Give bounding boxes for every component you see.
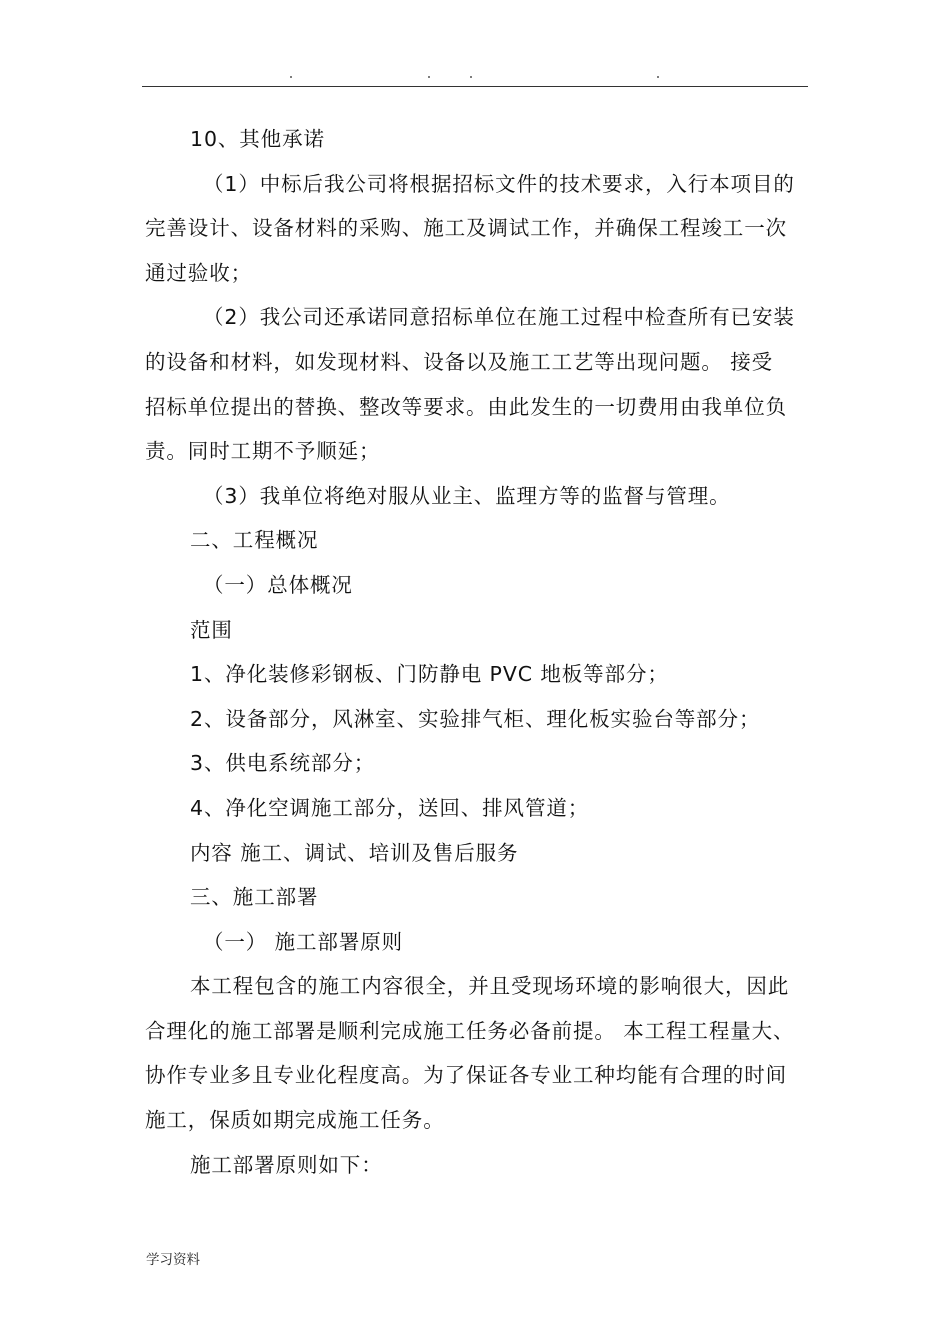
header-dot (657, 76, 659, 78)
paragraph-line: 的设备和材料，如发现材料、设备以及施工工艺等出现问题。 接受 (145, 349, 774, 374)
paragraph-line: 责。同时工期不予顺延； (145, 439, 381, 464)
list-item: 1、净化装修彩钢板、门防静电 PVC 地板等部分； (190, 662, 669, 687)
header-dot (428, 76, 430, 78)
paragraph-line: 完善设计、设备材料的采购、施工及调试工作，并确保工程竣工一次 (145, 216, 787, 241)
paragraph-line: 施工，保质如期完成施工任务。 (145, 1108, 445, 1133)
header-rule (142, 86, 808, 87)
list-item: 4、净化空调施工部分，送回、排风管道； (190, 795, 590, 820)
label-scope: 范围 (190, 617, 233, 642)
section-heading-project-overview: 二、工程概况 (190, 528, 319, 553)
paragraph-line: 合理化的施工部署是顺利完成施工任务必备前提。 本工程工程量大、 (145, 1018, 795, 1043)
paragraph-line: 通过验收； (145, 260, 252, 285)
paragraph-line: 协作专业多且专业化程度高。为了保证各专业工种均能有合理的时间 (145, 1063, 787, 1088)
document-body (145, 117, 813, 1187)
content-line: 内容 施工、调试、培训及售后服务 (190, 840, 519, 865)
paragraph-line: 施工部署原则如下： (190, 1152, 383, 1177)
subsection-heading-general-overview: （一）总体概况 (203, 572, 353, 597)
section-heading-construction-deployment: 三、施工部署 (190, 885, 319, 910)
list-item: 2、设备部分，风淋室、实验排气柜、理化板实验台等部分； (190, 706, 761, 731)
header-dot (290, 76, 292, 78)
header-dot (470, 76, 472, 78)
list-item: 3、供电系统部分； (190, 751, 376, 776)
page-footer: 学习资料 (146, 1252, 200, 1268)
section-heading-other-commitments: 10、其他承诺 (190, 127, 325, 151)
paragraph-line: 本工程包含的施工内容很全，并且受现场环境的影响很大，因此 (190, 974, 790, 999)
paragraph-line: （3）我单位将绝对服从业主、监理方等的监督与管理。 (203, 483, 731, 508)
paragraph-line: （1）中标后我公司将根据招标文件的技术要求，入行本项目的 (203, 171, 795, 196)
paragraph-line: 招标单位提出的替换、整改等要求。由此发生的一切费用由我单位负 (145, 394, 787, 419)
paragraph-line: （2）我公司还承诺同意招标单位在施工过程中检查所有已安装 (203, 305, 795, 330)
subsection-heading-deployment-principles: （一） 施工部署原则 (203, 929, 404, 954)
